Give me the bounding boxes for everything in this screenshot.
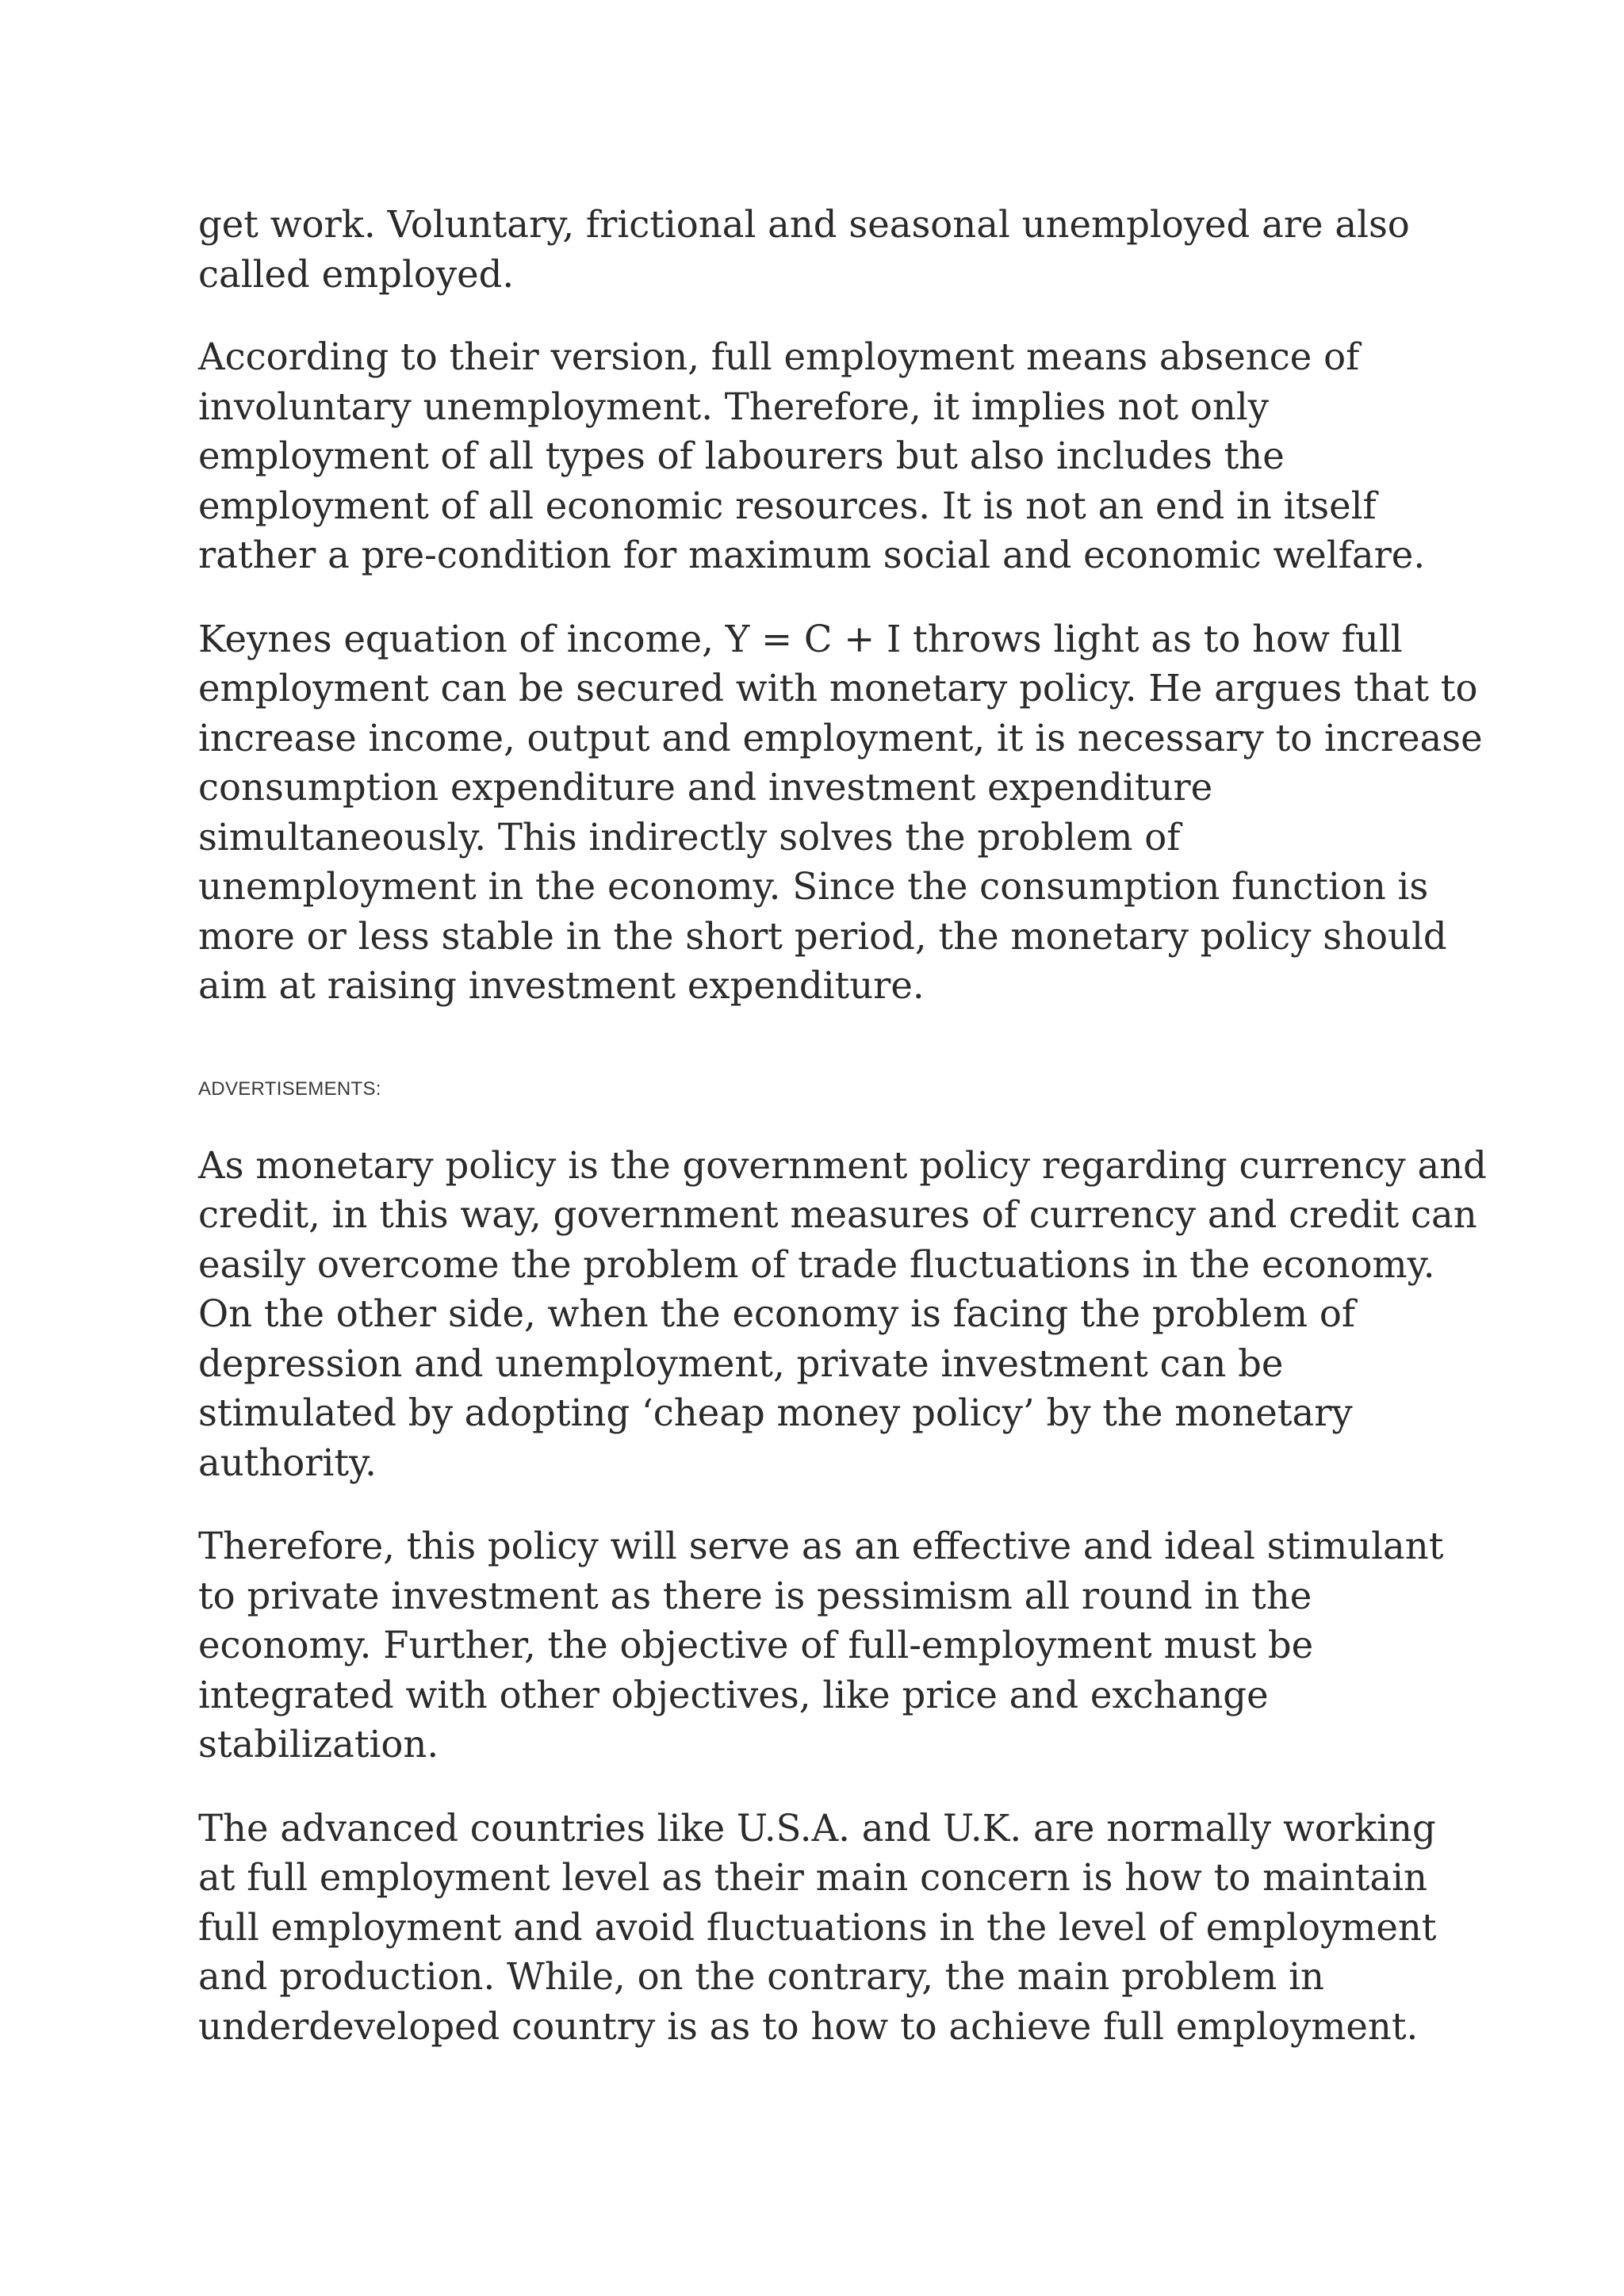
paragraph-line: authority. bbox=[198, 1441, 377, 1484]
paragraph-line: On the other side, when the economy is facing the problem of bbox=[198, 1292, 1356, 1335]
paragraph-line: increase income, output and employment, it is necessary to increase bbox=[198, 716, 1483, 760]
paragraph-line: employment of all types of labourers but also includes the bbox=[198, 434, 1285, 477]
paragraph-line: The advanced countries like U.S.A. and U.K. are normally working bbox=[198, 1806, 1436, 1850]
paragraph-line: involuntary unemployment. Therefore, it implies not only bbox=[198, 385, 1269, 428]
paragraph-line: stabilization. bbox=[198, 1723, 439, 1766]
paragraph-line: economy. Further, the objective of full-employment must be bbox=[198, 1624, 1314, 1667]
paragraph-4 bbox=[198, 1141, 1487, 1488]
paragraph-line: called employed. bbox=[198, 252, 515, 296]
paragraph-6 bbox=[198, 1804, 1467, 2052]
paragraph-line: at full employment level as their main concern is how to maintain bbox=[198, 1856, 1427, 1899]
paragraph-line: simultaneously. This indirectly solves the problem of bbox=[198, 815, 1181, 859]
advertisements-label: ADVERTISEMENTS: bbox=[198, 1077, 381, 1100]
paragraph-5 bbox=[198, 1521, 1467, 1770]
paragraph-1 bbox=[198, 200, 1467, 299]
paragraph-line: consumption expenditure and investment expenditure bbox=[198, 766, 1213, 809]
paragraph-line: get work. Voluntary, frictional and seasonal unemployed are also bbox=[198, 203, 1410, 246]
paragraph-line: full employment and avoid fluctuations in the level of employment bbox=[198, 1905, 1437, 1949]
paragraph-line: integrated with other objectives, like price and exchange bbox=[198, 1673, 1269, 1716]
paragraph-line: easily overcome the problem of trade fluctuations in the economy. bbox=[198, 1242, 1435, 1286]
paragraph-line: credit, in this way, government measures of currency and credit can bbox=[198, 1193, 1477, 1236]
paragraph-line: underdeveloped country is as to how to achieve full employment. bbox=[198, 2004, 1419, 2048]
document-page bbox=[198, 200, 1487, 2051]
paragraph-line: Therefore, this policy will serve as an effective and ideal stimulant bbox=[198, 1525, 1444, 1567]
paragraph-line: employment can be secured with monetary policy. He argues that to bbox=[198, 667, 1478, 710]
paragraph-line: According to their version, full employment means absence of bbox=[198, 335, 1360, 378]
paragraph-line: aim at raising investment expenditure. bbox=[198, 964, 925, 1007]
paragraph-line: unemployment in the economy. Since the consumption function is bbox=[198, 865, 1429, 908]
paragraph-2 bbox=[198, 332, 1467, 580]
paragraph-line: stimulated by adopting ‘cheap money policy’ by the monetary bbox=[198, 1391, 1353, 1434]
paragraph-line: As monetary policy is the government policy regarding currency and bbox=[198, 1143, 1487, 1187]
paragraph-line: Keynes equation of income, Y = C + I throws light as to how full bbox=[198, 617, 1403, 660]
paragraph-line: more or less stable in the short period, the monetary policy should bbox=[198, 914, 1447, 958]
paragraph-line: and production. While, on the contrary, the main problem in bbox=[198, 1955, 1324, 1998]
paragraph-line: employment of all economic resources. It is not an end in itself bbox=[198, 484, 1377, 527]
paragraph-line: rather a pre-condition for maximum social and economic welfare. bbox=[198, 534, 1426, 576]
paragraph-line: depression and unemployment, private investment can be bbox=[198, 1341, 1284, 1385]
paragraph-3 bbox=[198, 614, 1483, 1011]
paragraph-line: to private investment as there is pessimism all round in the bbox=[198, 1574, 1312, 1617]
